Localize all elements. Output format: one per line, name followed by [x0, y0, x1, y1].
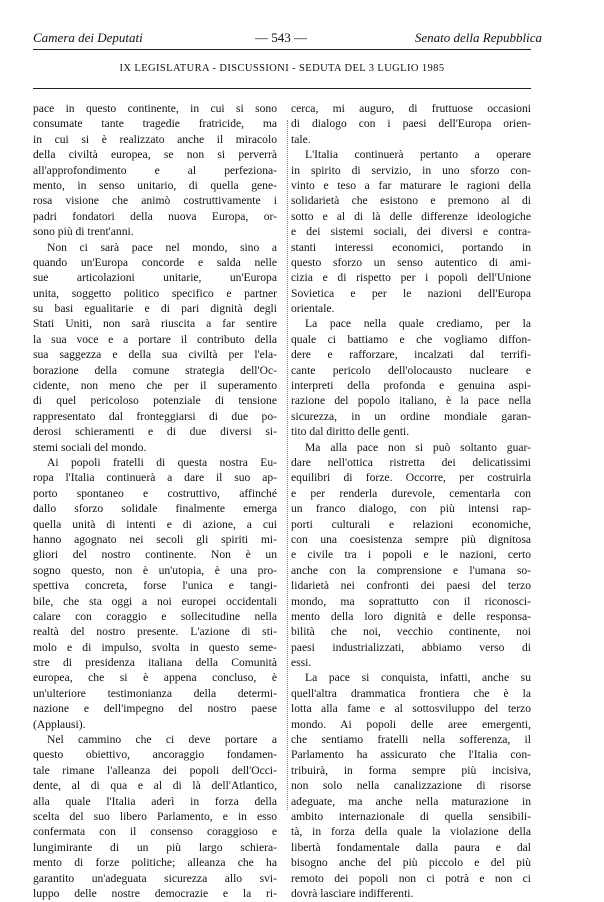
- text-line: vinto e teso a far maturare le ragioni della: [291, 178, 531, 192]
- text-line: tale rimane l'alleanza dei popoli dell'Occi-: [33, 763, 277, 777]
- text-line: essi.: [291, 656, 312, 670]
- text-line: tà, in forza della quale la violazione della: [291, 825, 531, 839]
- text-line: un franco dialogo, con più intensi rap-: [291, 502, 531, 516]
- header-top-rule: [33, 49, 531, 50]
- text-line: porto spontaneo e costruttivo, affinché: [33, 486, 277, 500]
- text-line: sicurezza, in un ordine mondiale garan-: [291, 409, 531, 423]
- text-line: mento della loro dignità e delle responsa-: [291, 609, 531, 623]
- text-line: sono più di trent'anni.: [33, 225, 134, 239]
- text-line: la sua voce e a portare il contributo della: [33, 332, 277, 346]
- text-line: questo obiettivo, ancoraggio fondamen-: [33, 748, 277, 762]
- text-line: con una coesistenza sempre più dignitosa: [291, 532, 531, 546]
- session-subtitle: IX LEGISLATURA - DISCUSSIONI - SEDUTA DEL 3 LUGLIO 1985: [119, 63, 445, 74]
- text-line: razione del popolo italiano, è la pace nella: [291, 394, 531, 408]
- text-line: (Applausi).: [33, 717, 86, 731]
- text-line: La pace nella quale crediamo, per la: [305, 317, 531, 331]
- text-line: e civile tra i popoli e le nazioni, certo: [291, 548, 531, 562]
- text-line: confermata con il consenso coraggioso e: [33, 825, 277, 839]
- text-line: spettiva concreta, forse l'unica e tangi-: [33, 579, 277, 593]
- left-column: [33, 101, 277, 901]
- text-line: sua saggezza e della sua civiltà per l'ela-: [33, 348, 277, 362]
- text-line: cizia e di rispetto per i popoli dell'Unione: [291, 271, 531, 285]
- text-line: padri fondatori della nuova Europa, or-: [33, 209, 277, 223]
- text-line: paesi industrializzati, abbiamo verso di: [291, 640, 531, 654]
- text-line: adeguate, ma anche nella maturazione in: [291, 794, 531, 808]
- text-line: tribuirà, in forma sempre più incisiva,: [291, 763, 531, 777]
- text-line: hanno agognato nei secoli gli spiriti mi-: [33, 532, 277, 546]
- text-line: sue articolazioni unitarie, un'Europa: [33, 271, 277, 285]
- text-line: luppo delle nostre democrazie e la ri-: [33, 886, 277, 900]
- text-line: interpreti della profonda e genuina aspi-: [291, 379, 531, 393]
- text-line: tale.: [291, 132, 311, 146]
- text-line: lidarietà nei confronti dei paesi del terzo: [291, 579, 531, 593]
- text-line: dare nell'ottica ristretta dei delicatissimi: [291, 455, 531, 469]
- text-line: sotto e al di là delle differenze ideologiche: [291, 209, 531, 223]
- text-line: unita, soggetto politico specifico e partner: [33, 286, 277, 300]
- text-line: consumate tante tragedie fratricide, ma: [33, 117, 277, 131]
- text-line: in cui si è realizzato anche il miracolo: [33, 132, 277, 146]
- text-line: mento di forze politiche; alleanza che ha: [33, 856, 277, 870]
- text-line: Ma alla pace non si può soltanto guar-: [305, 440, 531, 454]
- text-line: bisogno anche del più piccolo e del più: [291, 856, 531, 870]
- text-line: bilità che noi, vecchio continente, noi: [291, 625, 531, 639]
- text-line: ropa l'Italia continuerà a dare il suo ap-: [33, 471, 277, 485]
- text-line: garantito un'adeguata sicurezza allo svi-: [33, 871, 277, 885]
- header-bottom-rule: [33, 88, 531, 89]
- text-line: che sentiamo fratelli nella sofferenza, il: [291, 733, 531, 747]
- text-line: cidente, non meno che per il superamento: [33, 379, 277, 393]
- text-line: derosi schieramenti e di due diversi si-: [33, 425, 277, 439]
- text-line: ambito internazionale di quella sensibili-: [291, 809, 531, 823]
- text-line: dente, al di qua e al di là dell'Atlantico,: [33, 779, 277, 793]
- text-line: bile, che sta oggi a noi europei occidentali: [33, 594, 277, 608]
- text-line: stanti interessi economici, portando in: [291, 240, 531, 254]
- text-line: un'ulteriore testimonianza della determi-: [33, 686, 277, 700]
- page-number: — 543 —: [255, 30, 307, 45]
- text-line: gliori del nostro continente. Non è un: [33, 548, 277, 562]
- text-line: sogno questo, non è un'utopia, è una pro-: [33, 563, 277, 577]
- text-line: Non ci sarà pace nel mondo, sino a: [47, 240, 277, 254]
- text-line: della civiltà europea, se non si perverrà: [33, 148, 277, 162]
- text-line: all'approfondimento e al perfeziona-: [33, 163, 277, 177]
- text-line: quale ci battiamo e che vogliamo diffon-: [291, 332, 531, 346]
- text-line: calare con coraggio e sollecitudine nella: [33, 609, 277, 623]
- text-line: quando un'Europa concorde e salda nelle: [33, 255, 277, 269]
- text-line: molo e di impulso, svolta in questo seme-: [33, 640, 277, 654]
- text-line: alla quale l'Italia aderì in forza della: [33, 794, 277, 808]
- text-line: La pace si conquista, infatti, anche su: [305, 671, 531, 685]
- text-line: questo sforzo un senso autentico di ami-: [291, 255, 531, 269]
- text-line: remoto dei popoli non ci potrà e non ci: [291, 871, 531, 885]
- text-line: rappresentato dal fronteggiarsi di due po-: [33, 409, 277, 423]
- text-line: Sovietica e per le nazioni dell'Europa: [291, 286, 531, 300]
- header-senate: Senato della Repubblica: [414, 30, 542, 45]
- text-line: libertà fondamentale dalla paura e dal: [291, 840, 531, 854]
- text-line: rosa visione che animò costruttivamente i: [33, 194, 277, 208]
- text-line: in spirito di servizio, in uno sforzo con-: [291, 163, 531, 177]
- text-line: Ai popoli fratelli di questa nostra Eu-: [47, 455, 277, 469]
- text-line: dallo sforzo solidale finalmente emerga: [33, 502, 277, 516]
- text-line: stre di presidenza italiana della Comunità: [33, 656, 277, 670]
- text-line: su basi egualitarie e di pari dignità degli: [33, 302, 277, 316]
- text-line: stemi sociali del mondo.: [33, 440, 147, 454]
- text-line: nazione e dell'impegno del nostro paese: [33, 702, 277, 716]
- text-line: anche con la comprensione e l'umana so-: [291, 563, 531, 577]
- text-line: L'Italia continuerà pertanto a operare: [305, 148, 531, 162]
- text-line: cerca, mi auguro, di fruttuose occasioni: [291, 102, 531, 115]
- text-line: e per renderla durevole, cementarla con: [291, 486, 531, 500]
- text-line: scelta del suo libero Parlamento, e in esso: [33, 809, 277, 823]
- text-line: lotta alla fame e al sottosviluppo del terzo: [291, 702, 531, 716]
- text-line: quell'altra drammatica frontiera che è la: [291, 686, 531, 700]
- text-line: non solo nella canalizzazione di risorse: [291, 779, 531, 793]
- text-line: dere e rafforzare, incalzati dal terrifi-: [291, 348, 531, 362]
- text-line: mondo. Ai popoli delle aree emergenti,: [291, 717, 531, 731]
- text-line: equilibri di forze. Occorre, per costruirla: [291, 471, 531, 485]
- text-line: quella unità di intenti e di azione, a cui: [33, 517, 277, 531]
- text-line: tito dal diritto delle genti.: [291, 425, 410, 439]
- text-line: pace in questo continente, in cui si sono: [33, 102, 277, 115]
- text-line: dovrà lasciare indifferenti.: [291, 886, 414, 900]
- text-line: mondo, ma soprattutto con il riconosci-: [291, 594, 531, 608]
- text-line: lungimirante di un più largo schiera-: [33, 840, 277, 854]
- text-line: e dei sistemi sociali, dei diversi e contra-: [291, 225, 531, 239]
- text-line: Stati Uniti, non sarà riuscita a far sentire: [33, 317, 277, 331]
- text-line: orientale.: [291, 302, 335, 316]
- text-line: cante pericolo dell'olocausto nucleare e: [291, 363, 531, 377]
- text-line: di dialogo con i paesi dell'Europa orien-: [291, 117, 531, 131]
- column-divider: [287, 120, 288, 810]
- text-line: porti culturali e relazioni economiche,: [291, 517, 531, 531]
- text-line: realtà del nostro presente. L'azione di sti-: [33, 625, 277, 639]
- text-line: europea, che si è appena concluso, è: [33, 671, 277, 685]
- text-line: mento, in senso unitario, di quella gene-: [33, 178, 277, 192]
- header-chamber: Camera dei Deputati: [33, 30, 143, 45]
- text-line: solidarietà che esistono e premono al di: [291, 194, 531, 208]
- text-line: Parlamento ha assicurato che l'Italia con-: [291, 748, 531, 762]
- text-line: Nel cammino che ci deve portare a: [47, 733, 277, 747]
- text-line: borazione della comune strategia dell'Oc-: [33, 363, 277, 377]
- text-line: di quel pericoloso potenziale di tensione: [33, 394, 277, 408]
- right-column: [291, 101, 531, 901]
